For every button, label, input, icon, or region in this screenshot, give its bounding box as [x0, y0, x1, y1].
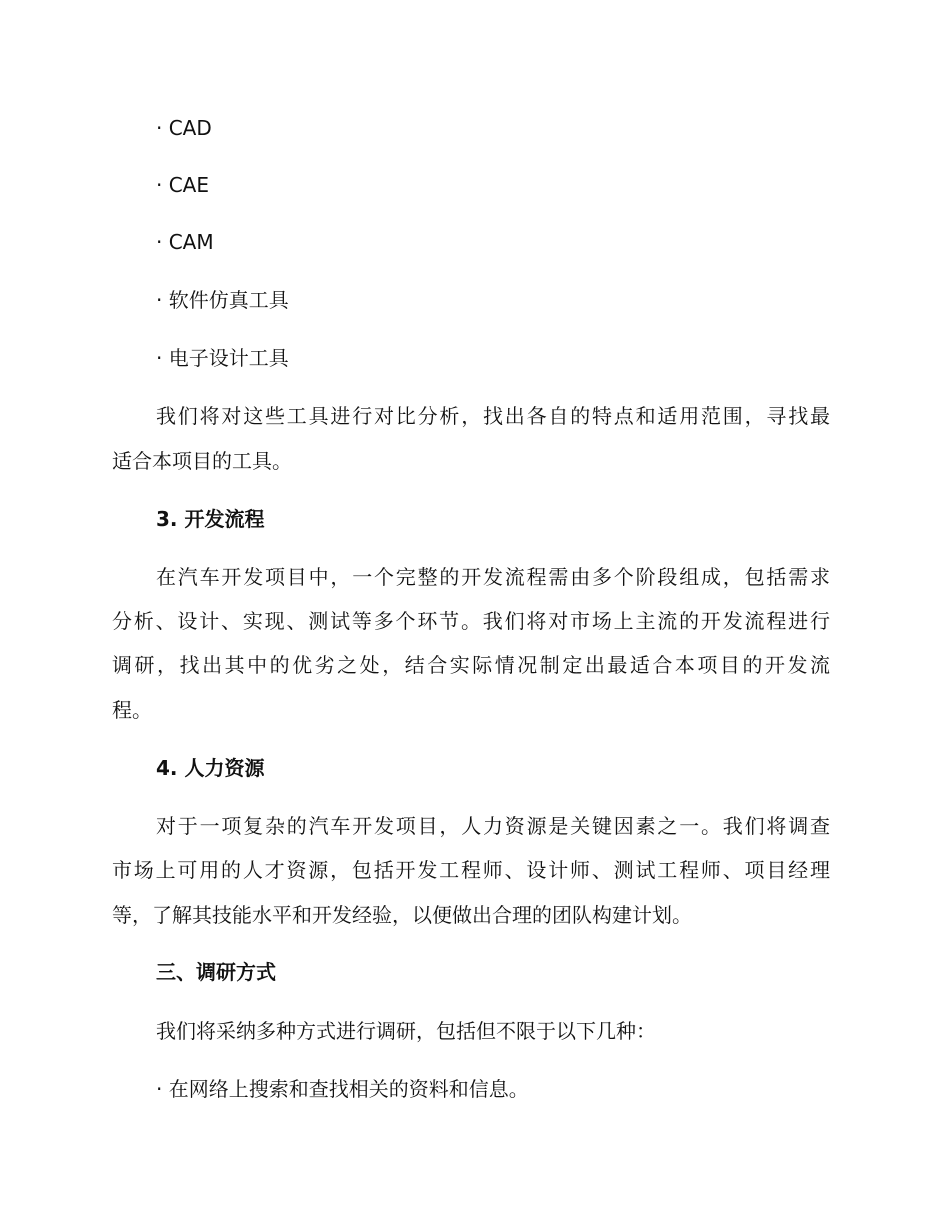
list-item-electronic-design-tools: · 电子设计工具 — [156, 346, 289, 370]
tool-paragraph-line-1: 我们将对这些工具进行对比分析，找出各自的特点和适用范围，寻找最 — [156, 404, 830, 428]
hr-paragraph-line-2: 市场上可用的人才资源，包括开发工程师、设计师、测试工程师、项目经理 — [112, 858, 830, 882]
process-paragraph-line-4: 程。 — [112, 698, 152, 722]
list-item-cae: · CAE — [156, 173, 209, 197]
process-paragraph-line-2: 分析、设计、实现、测试等多个环节。我们将对市场上主流的开发流程进行 — [112, 609, 830, 633]
section-heading-research-methods: 三、调研方式 — [156, 960, 276, 984]
process-paragraph-line-3: 调研，找出其中的优劣之处，结合实际情况制定出最适合本项目的开发流 — [112, 653, 830, 677]
research-methods-intro: 我们将采纳多种方式进行调研，包括但不限于以下几种： — [156, 1019, 656, 1043]
process-paragraph-line-1: 在汽车开发项目中，一个完整的开发流程需由多个阶段组成，包括需求 — [156, 565, 830, 589]
list-item-online-search: · 在网络上搜索和查找相关的资料和信息。 — [156, 1077, 529, 1101]
section-heading-development-process: 3. 开发流程 — [156, 507, 265, 531]
list-item-cam: · CAM — [156, 230, 214, 254]
hr-paragraph-line-1: 对于一项复杂的汽车开发项目，人力资源是关键因素之一。我们将调查 — [156, 814, 830, 838]
list-item-simulation-tools: · 软件仿真工具 — [156, 288, 289, 312]
hr-paragraph-line-3: 等，了解其技能水平和开发经验，以便做出合理的团队构建计划。 — [112, 903, 692, 927]
section-heading-human-resources: 4. 人力资源 — [156, 756, 265, 780]
list-item-cad: · CAD — [156, 116, 212, 140]
tool-paragraph-line-2: 适合本项目的工具。 — [112, 449, 292, 473]
